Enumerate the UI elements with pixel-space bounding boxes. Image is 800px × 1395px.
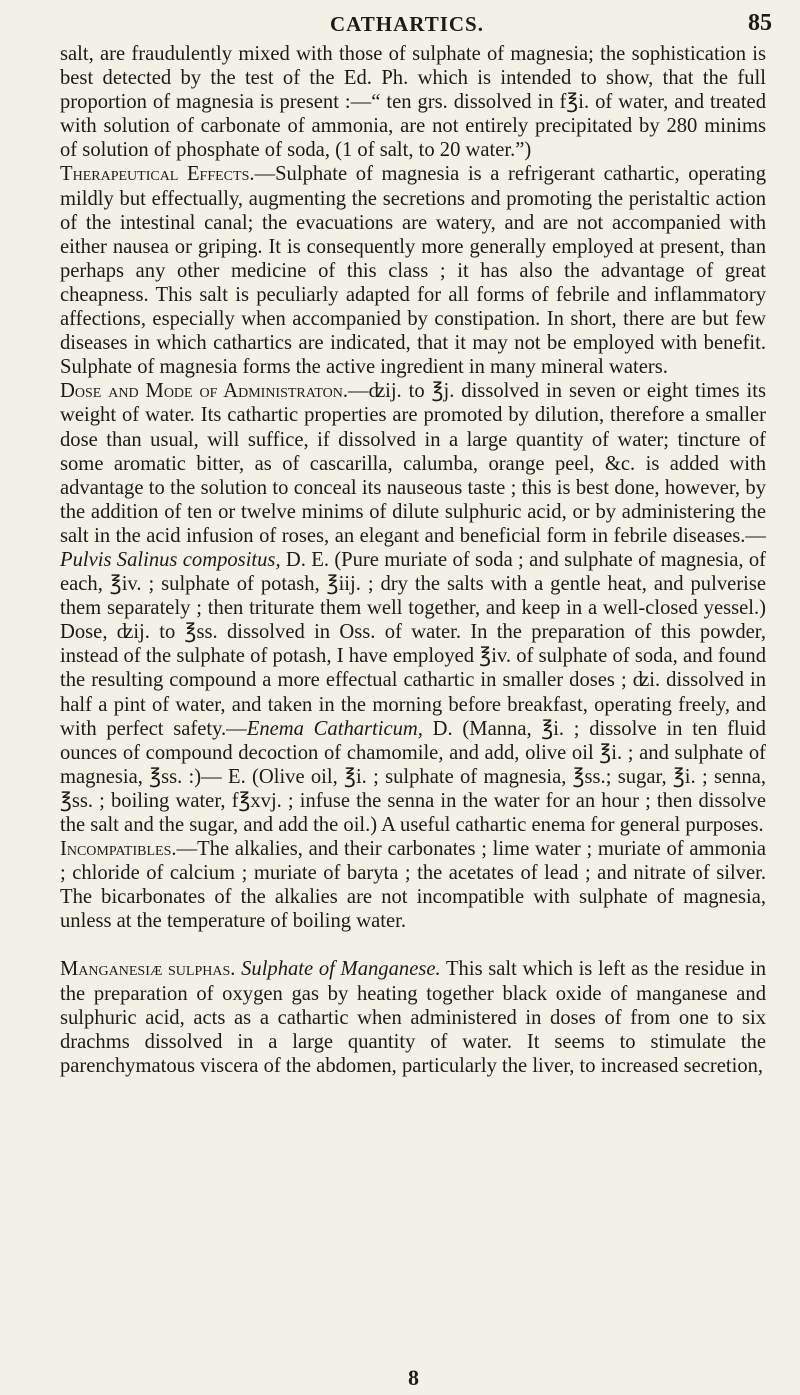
dose-text-3: D. (Manna, ℥i. ; dissolve in ten fluid ounces of compound decoction of chamomile, and add, olive oil ℥i. ; and sulphate of magnesia, ℥ss. :)— E. (Olive oil, ℥i. ; sulphate of magnesia, ℥ss.; sugar, ℥i. ; senna, ℥ss. ; boiling water, f℥xvj. ; infuse the senna in the water for an hour ; then dissolve the salt and the sugar, and add the oil.) A useful cathartic enema for general purposes. bbox=[60, 717, 766, 836]
page-number: 85 bbox=[748, 10, 772, 36]
running-title: CATHARTICS. bbox=[330, 12, 484, 36]
incompatibles-heading: Incompatibles. bbox=[60, 838, 177, 861]
dose-text-1: —ʣij. to ℥j. dissolved in seven or eight times its weight of water. Its cathartic properties are promoted by dilution, therefore a smaller dose than usual, will suffice, if dissolved in a large quantity of water; tincture of some aromatic bitter, as of cascarilla, calumba, orange peel, &c. is added with advantage to the solution to conceal its nauseous taste ; this is best done, however, by the addition of ten or twelve minims of dilute sulphuric acid, or by administering the salt in the acid infusion of roses, an elegant and beneficial form in febrile diseases.— bbox=[60, 380, 766, 547]
signature-mark: 8 bbox=[408, 1365, 419, 1390]
therapeutic-text: —Sulphate of magnesia is a refrigerant cathartic, operating mildly but effectually, augmenting the secretions and promoting the peristaltic action of the intestinal canal; the evacuations are watery, and are not accompanied with either nausea or griping. It is consequently more generally employed at present, than perhaps any other medicine of this class ; it has also the advantage of great cheapness. This salt is peculiarly adapted for all forms of febrile and inflammatory affections, especially when accompanied by constipation. In short, there are but few diseases in which cathartics are indicated, that it may not be employed with benefit. Sulphate of magnesia forms the active ingredient in many mineral waters. bbox=[60, 163, 766, 379]
therapeutic-paragraph bbox=[60, 162, 766, 379]
manganese-text: This salt which is left as the residue in the preparation of oxygen gas by heating together black oxide of manganese and sulphuric acid, acts as a cathartic when administered in doses of from one to six drachms dissolved in a large quantity of water. It seems to stimulate the parenchymatous viscera of the abdomen, particularly the liver, to increased secretion, bbox=[60, 958, 767, 1077]
enema-name: Enema Catharticum, bbox=[246, 717, 423, 740]
page-header bbox=[0, 6, 800, 46]
dose-paragraph bbox=[60, 379, 766, 837]
incompatibles-text: —The alkalies, and their carbonates ; lime water ; muriate of ammonia ; chloride of calcium ; muriate of baryta ; the acetates of lead ; and nitrate of silver. The bicarbonates of the alkalies are not incompatible with sulphate of magnesia, unless at the temperature of boiling water. bbox=[60, 838, 766, 933]
dose-heading: Dose and Mode of Administraton. bbox=[60, 380, 348, 403]
intro-text: salt, are fraudulently mixed with those of sulphate of magnesia; the sophistication is best detected by the test of the Ed. Ph. which is intended to show, that the full proportion of magnesia is present :—“ ten grs. dissolved in f℥i. of water, and treated with solution of carbonate of ammonia, are not entirely precipitated by 280 minims of solution of phosphate of soda, (1 of salt, to 20 water.”) bbox=[60, 43, 766, 162]
manganese-heading: Manganesiæ sulphas. bbox=[60, 958, 236, 981]
intro-paragraph bbox=[60, 42, 766, 162]
dose-text-2: D. E. (Pure muriate of soda ; and sulphate of magnesia, of each, ℥iv. ; sulphate of potash, ℥iij. ; dry the salts with a gentle heat, and pulverise them separately ; then triturate them well together, and keep in a well-closed yessel.) Dose, ʣij. to ℥ss. dissolved in Oss. of water. In the preparation of this powder, instead of the sulphate of potash, I have employed ℥iv. of sulphate of soda, and found the resulting compound a more effectual cathartic in smaller doses ; ʣi. dissolved in half a pint of water, and taken in the morning before breakfast, operating freely, and with perfect safety.— bbox=[60, 548, 766, 740]
pulvis-name: Pulvis Salinus compositus, bbox=[60, 548, 281, 571]
incompatibles-paragraph bbox=[60, 837, 766, 933]
manganese-subtitle: Sulphate of Manganese. bbox=[241, 958, 441, 981]
body-text bbox=[60, 42, 766, 1078]
manganese-paragraph bbox=[60, 957, 766, 1077]
therapeutic-heading: Therapeutical Effects. bbox=[60, 163, 255, 186]
